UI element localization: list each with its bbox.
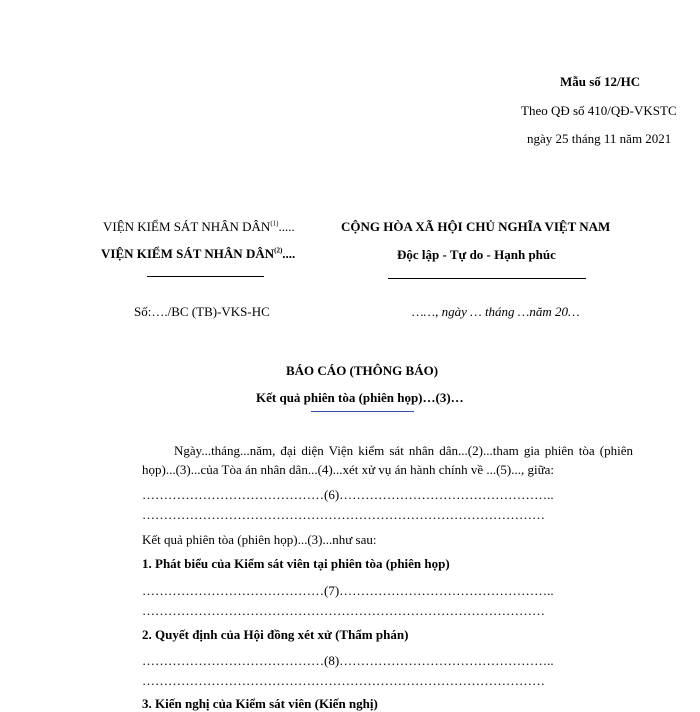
decision-reference: Theo QĐ số 410/QĐ-VKSTC <box>521 103 677 118</box>
section-2-heading: 2. Quyết định của Hội đồng xét xử (Thẩm phán) <box>142 627 409 642</box>
dotted-line-6b: ………………………………………………………………………………… <box>142 507 545 522</box>
dotted-line-7b: ………………………………………………………………………………… <box>142 603 545 618</box>
intro-text: Ngày...tháng...năm, đại diện Viện kiểm sát nhân dân...(2)...tham gia phiên tòa (phiên họp)...(3)...của Tòa án nhân dân...(4)...xét xử vụ án hành chính về ...(5)..., giữa: <box>142 443 633 477</box>
section-3-heading: 3. Kiến nghị của Kiểm sát viên (Kiến nghị) <box>142 696 378 711</box>
nation-title: CỘNG HÒA XÃ HỘI CHỦ NGHĨA VIỆT NAM <box>341 219 611 234</box>
agency-line-2 <box>101 246 295 262</box>
intro-paragraph <box>142 441 633 479</box>
nation-motto: Độc lập - Tự do - Hạnh phúc <box>397 247 556 262</box>
agency-line-1-note: (1) <box>270 219 279 228</box>
agency-line-1-text: VIỆN KIỂM SÁT NHÂN DÂN <box>103 219 271 234</box>
document-subtitle: Kết quả phiên tòa (phiên họp)…(3)… <box>256 390 464 405</box>
dotted-line-8b: ………………………………………………………………………………… <box>142 673 545 688</box>
dotted-line-7a: ……………………………………(7)………………………………………….. <box>142 583 554 598</box>
form-number: Mẫu số 12/HC <box>560 74 641 89</box>
agency-line-1-tail: ..... <box>278 219 295 234</box>
agency-line-2-tail: .... <box>282 246 296 261</box>
decision-date: ngày 25 tháng 11 năm 2021 <box>527 131 672 146</box>
agency-line-1 <box>103 219 295 235</box>
agency-underline <box>147 276 264 277</box>
subtitle-underline <box>311 411 414 412</box>
dotted-line-8a: ……………………………………(8)………………………………………….. <box>142 653 554 668</box>
document-title: BÁO CÁO (THÔNG BÁO) <box>286 363 439 378</box>
agency-line-2-note: (2) <box>274 246 283 255</box>
dotted-line-6a: ……………………………………(6)………………………………………….. <box>142 487 554 502</box>
motto-underline <box>388 278 586 279</box>
result-intro: Kết quả phiên tòa (phiên họp)...(3)...như sau: <box>142 532 377 547</box>
section-1-heading: 1. Phát biểu của Kiểm sát viên tại phiên tòa (phiên họp) <box>142 556 450 571</box>
document-number: Số:…./BC (TB)-VKS-HC <box>134 304 270 319</box>
agency-line-2-text: VIỆN KIỂM SÁT NHÂN DÂN <box>101 246 275 261</box>
place-date: ……, ngày … tháng …năm 20… <box>412 304 580 319</box>
